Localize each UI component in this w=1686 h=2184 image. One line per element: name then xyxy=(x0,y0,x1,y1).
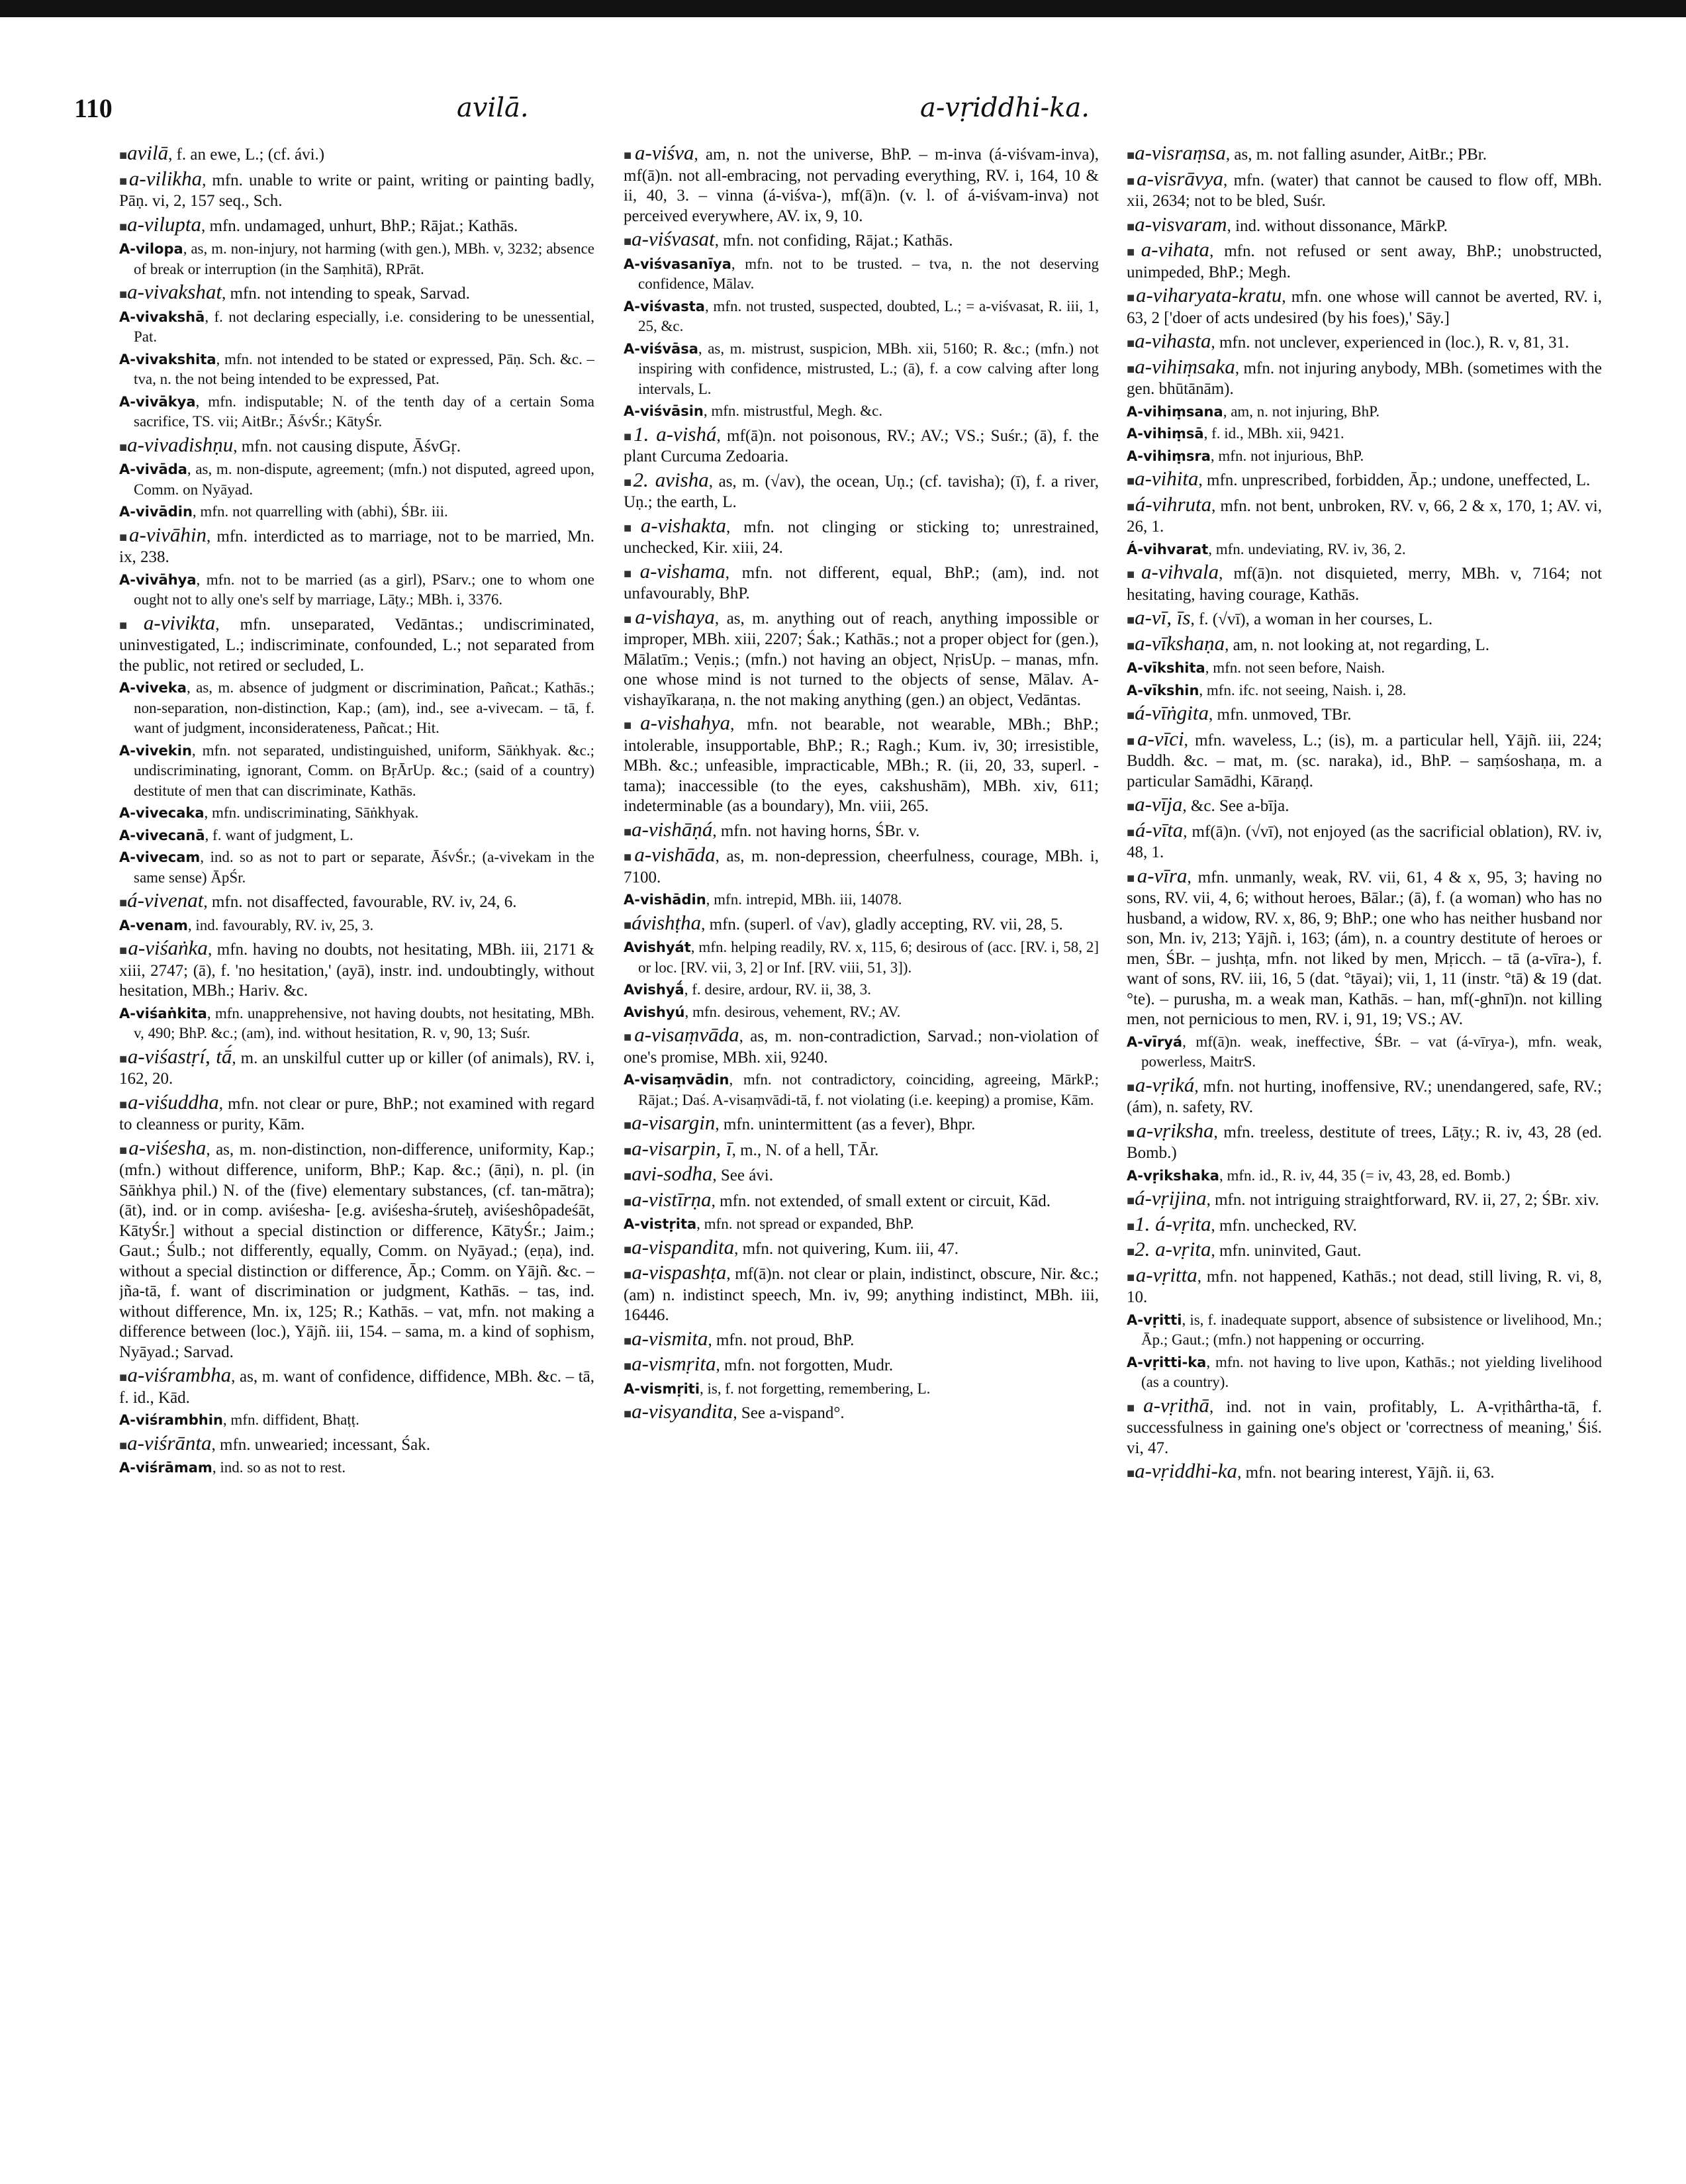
entry-headword: ■ a-vī, īs xyxy=(1127,606,1190,629)
dictionary-entry xyxy=(1127,331,1602,354)
page-number: 110 xyxy=(74,93,113,123)
dictionary-entry xyxy=(1127,166,1602,212)
entry-definition: , mfn. not bearing interest, Yājñ. ii, 63. xyxy=(1237,1464,1495,1482)
dictionary-subentry xyxy=(119,307,594,348)
dictionary-entry xyxy=(1127,240,1602,283)
dictionary-entry xyxy=(119,214,594,238)
dictionary-entry xyxy=(1127,469,1602,492)
dictionary-entry xyxy=(1127,1461,1602,1484)
entry-headword: ■ a-vilikha xyxy=(119,167,202,190)
column-3 xyxy=(1127,140,1602,2140)
entry-definition: , mfn. (water) that cannot be caused to flow off, MBh. xii, 2634; not to be bled, Suśr. xyxy=(1127,171,1602,211)
entry-headword: A-vilopa xyxy=(119,241,183,257)
dictionary-entry xyxy=(1127,143,1602,166)
entry-definition: , mfn. unchecked, RV. xyxy=(1211,1217,1356,1235)
entry-headword: ■ a-vistīrṇa xyxy=(624,1188,712,1211)
entry-definition: , ind. not in vain, profitably, L. A-vṛithârtha-tā, f. successfulness in gaining one's object or 'correctness of meaning,' Śiś. vi, 47. xyxy=(1127,1398,1602,1457)
dictionary-entry xyxy=(119,522,594,568)
left-guide-word: avilā. xyxy=(457,93,529,123)
entry-headword: A-venam xyxy=(119,917,188,933)
entry-headword: ■ a-vismita xyxy=(624,1327,708,1350)
dictionary-subentry xyxy=(624,890,1099,910)
entry-headword: A-vihiṃsra xyxy=(1127,448,1211,464)
entry-headword: ■ a-vīja xyxy=(1127,792,1182,816)
entry-headword: A-vishādin xyxy=(624,892,706,908)
entry-headword: ■ a-visrāvya xyxy=(1127,167,1223,190)
dictionary-entry xyxy=(624,1354,1099,1377)
entry-definition: , f. desire, ardour, RV. ii, 38, 3. xyxy=(684,981,871,998)
entry-definition: , m., N. of a hell, TĀr. xyxy=(732,1141,879,1159)
entry-headword: ■ a-vivikta xyxy=(119,611,215,634)
entry-definition: , mfn. unmanly, weak, RV. vii, 61, 4 & x, 95, 3; having no sons, RV. vii, 4, 6; without heroes, Bālar.; (ā), f. (a woman) who has no husband, a widow, RV. x, 86, 9; BhP.; one who has neither husband nor son, Mn. iv, 213; Yājñ. i, 163; (ám), n. a country destitute of heroes or men, ŚBr. – jushṭa, mfn. not liked by men, Mṛicch. – tā (a-vīra-), f. want of sons, RV. iii, 16, 5 (dat. °tāyai); vii, 1, 11 (instr. °tā) & 19 (dat. °te). – purusha, m. a weak man, Kathās. – han, mf(-ghnī)n. not killing men, not pernicious to men, RV. i, 91, 19; VS.; AV. xyxy=(1127,869,1602,1029)
dictionary-subentry xyxy=(119,847,594,888)
entry-definition: , mfn. not to be trusted. – tva, n. the not deserving confidence, Mālav. xyxy=(638,256,1099,293)
entry-definition: , mfn. not clear or pure, BhP.; not examined with regard to cleanness or purity, Kām. xyxy=(119,1095,594,1134)
dictionary-subentry xyxy=(1127,658,1602,679)
entry-definition: , mfn. not proud, BhP. xyxy=(708,1331,854,1349)
entry-headword: A-viśvasanīya xyxy=(624,256,731,272)
dictionary-entry xyxy=(119,282,594,305)
entry-headword: ■ a-viśastṛí, tā́ xyxy=(119,1045,232,1068)
entry-definition: , as, m. mistrust, suspicion, MBh. xii, 5160; R. &c.; (mfn.) not inspiring with confidence, mistrusted, L.; (ā), f. a cow calving after long intervals, L. xyxy=(638,340,1099,397)
dictionary-entry xyxy=(624,229,1099,252)
entry-definition: , ind. without dissonance, MārkP. xyxy=(1227,217,1448,235)
entry-definition: , mf(ā)n. weak, ineffective, ŚBr. – vat (á-vīrya-), mfn. weak, powerless, MaitrS. xyxy=(1141,1033,1602,1070)
entry-headword: ■ a-vīra xyxy=(1127,864,1187,887)
entry-definition: , mfn. diffident, Bhaṭṭ. xyxy=(223,1411,359,1428)
dictionary-entry xyxy=(1127,1262,1602,1308)
dictionary-entry xyxy=(1127,492,1602,538)
dictionary-entry xyxy=(1127,726,1602,792)
dictionary-entry xyxy=(1127,214,1602,238)
entry-definition: , mfn. not contradictory, coinciding, agreeing, MārkP.; Rājat.; Daś. A-visaṃvādi-tā, f. not violating (i.e. keeping) a promise, Kām. xyxy=(638,1071,1099,1108)
entry-headword: A-viśaṅkita xyxy=(119,1005,207,1021)
entry-definition: , as, m. non-contradiction, Sarvad.; non-violation of one's promise, MBh. xii, 9240. xyxy=(624,1027,1099,1067)
dictionary-entry xyxy=(624,1113,1099,1136)
entry-definition: , m. an unskilful cutter up or killer (of animals), RV. i, 162, 20. xyxy=(119,1049,594,1088)
entry-headword: A-vivāhya xyxy=(119,571,197,588)
dictionary-subentry xyxy=(624,1070,1099,1110)
dictionary-subentry xyxy=(624,1002,1099,1023)
dictionary-subentry xyxy=(119,239,594,279)
dictionary-entry xyxy=(624,513,1099,559)
dictionary-entry xyxy=(119,1365,594,1408)
dictionary-entry xyxy=(624,910,1099,936)
entry-definition: , mfn. not injurious, BhP. xyxy=(1211,448,1364,464)
entry-headword: ■ avilā xyxy=(119,141,168,164)
entry-headword: ■ a-vivakshat xyxy=(119,280,222,303)
entry-headword: A-vismṛiti xyxy=(624,1380,700,1397)
dictionary-entry xyxy=(624,1187,1099,1213)
entry-definition: , mfn. not unclever, experienced in (loc.), R. v, 81, 31. xyxy=(1211,334,1569,352)
dictionary-entry xyxy=(1127,1118,1602,1164)
dictionary-entry xyxy=(1127,1188,1602,1211)
entry-definition: , am, n. not looking at, not regarding, L. xyxy=(1225,636,1489,654)
dictionary-subentry xyxy=(624,1379,1099,1400)
entry-headword: A-viśvasta xyxy=(624,298,705,314)
entry-headword: ■ 1. a-vishá xyxy=(624,422,716,446)
entry-definition: , mfn. not quivering, Kum. iii, 47. xyxy=(734,1240,959,1258)
entry-definition: , mfn. undiscriminating, Sāṅkhyak. xyxy=(205,804,419,821)
entry-definition: , mfn. ifc. not seeing, Naish. i, 28. xyxy=(1199,682,1406,698)
dictionary-entry xyxy=(119,1044,594,1090)
entry-headword: Á-vihvarat xyxy=(1127,541,1209,557)
dictionary-entry xyxy=(1127,1072,1602,1118)
entry-headword: ■ a-viśvasat xyxy=(624,227,715,250)
dictionary-subentry xyxy=(119,803,594,824)
entry-headword: A-viveka xyxy=(119,680,187,696)
entry-definition: , am, n. not injuring, BhP. xyxy=(1223,403,1380,420)
entry-definition: , mfn. id., R. iv, 44, 35 (= iv, 43, 28, ed. Bomb.) xyxy=(1219,1167,1510,1184)
entry-headword: ■ a-vihita xyxy=(1127,467,1199,490)
entry-definition: , mfn. not forgotten, Mudr. xyxy=(716,1356,894,1374)
entry-headword: ■ a-vṛiká xyxy=(1127,1073,1194,1096)
entry-definition: , mfn. undeviating, RV. iv, 36, 2. xyxy=(1208,541,1405,557)
entry-headword: ■ a-visargin xyxy=(624,1111,715,1134)
entry-definition: , f. (√vī), a woman in her courses, L. xyxy=(1190,610,1432,628)
entry-definition: , mf(ā)n. (√vī), not enjoyed (as the sacrificial oblation), RV. iv, 48, 1. xyxy=(1127,823,1602,862)
entry-definition: , as, m. absence of judgment or discrimination, Pañcat.; Kathās.; non-separation, non-distinction, Kap.; (am), ind., see a-vivecam. – tā, f. want of judgment, inconsiderateness, Pañcat.; Hit. xyxy=(134,679,594,736)
dictionary-subentry xyxy=(624,254,1099,295)
dictionary-entry xyxy=(119,1092,594,1135)
right-guide-word: a-vṛiddhi-ka. xyxy=(920,93,1090,123)
dictionary-subentry xyxy=(119,350,594,390)
dictionary-subentry xyxy=(624,937,1099,978)
dictionary-subentry xyxy=(1127,424,1602,444)
entry-definition: , mfn. not different, equal, BhP.; (am), ind. not unfavourably, BhP. xyxy=(624,564,1099,603)
entry-definition: , mfn. uninvited, Gaut. xyxy=(1211,1242,1361,1260)
entry-definition: , am, n. not the universe, BhP. – m-inva (á-viśvam-inva), mf(ā)n. not all-embracing, not pervading everything, RV. i, 164, 10 & ii, 40, 3. – vinna (á-viśva-), mf(ā)n. (v. l. of á-viśvam-inva) not perceived everywhere, AV. ix, 9, 10. xyxy=(624,146,1099,225)
entry-headword: A-vistṛita xyxy=(624,1216,697,1232)
column-1 xyxy=(119,140,594,2140)
dictionary-entry xyxy=(624,424,1099,467)
entry-definition: , mfn. not extended, of small extent or circuit, Kād. xyxy=(712,1192,1051,1210)
entry-definition: , f. want of judgment, L. xyxy=(205,827,353,843)
entry-definition: , mfn. not intended to be stated or expressed, Pāṇ. Sch. &c. – tva, n. the not being intended to be expressed, Pat. xyxy=(134,351,594,388)
dictionary-entry xyxy=(119,1433,594,1456)
entry-definition: , mfn. helping readily, RV. x, 115, 6; desirous of (acc. [RV. i, 58, 2] or loc. [RV. vii, 3, 2] or Inf. [RV. viii, 51, 3]). xyxy=(638,939,1099,976)
dictionary-subentry xyxy=(119,570,594,610)
entry-definition: , mfn. unable to write or paint, writing or painting badly, Pāṇ. vi, 2, 157 seq., Sch. xyxy=(119,171,594,211)
entry-definition: , as, m. want of confidence, diffidence, MBh. &c. – tā, f. id., Kād. xyxy=(119,1368,594,1407)
entry-definition: , mfn. not bearable, not wearable, MBh.; BhP.; intolerable, insupportable, BhP.; R.; Ragh.; Kum. iv, 30; irresistible, MBh. &c.; unfeasible, impracticable, MBh.; R. (ii, 20, 33, superl. -tama); inaccessible (to the eyes, cakshushām), MBh. xiv, 611; indeterminable (as a boundary), Mn. viii, 265. xyxy=(624,716,1099,815)
dictionary-entry xyxy=(1127,631,1602,657)
entry-headword: A-vivakshā xyxy=(119,309,205,325)
dictionary-subentry xyxy=(119,1410,594,1431)
entry-headword: ■ ávishṭha xyxy=(624,911,701,934)
entry-definition: , as, m. non-dispute, agreement; (mfn.) not disputed, agreed upon, Comm. on Nyāyad. xyxy=(134,461,594,498)
dictionary-subentry xyxy=(1127,1032,1602,1072)
dictionary-entry xyxy=(624,143,1099,226)
entry-headword: ■ a-visvaram xyxy=(1127,213,1227,236)
entry-definition: , mfn. indisputable; N. of the tenth day of a certain Soma sacrifice, TS. vii; AitBr.; ĀśvŚr.; KātyŚr. xyxy=(134,393,594,430)
entry-headword: ■ á-vivenat xyxy=(119,888,203,912)
dictionary-entry xyxy=(119,938,594,1002)
entry-definition: , as, m. anything out of reach, anything impossible or improper, MBh. xiii, 2207; Śak.; Kathās.; not a proper object for (gen.), Mālatīm.; Veṇis.; (mfn.) not having an object, NṛisUp. – manas, mfn. one whose mind is not turned to the objects of sense, Mālav. A-vishayīkaraṇa, n. the not making anything (gen.) an object, Vedāntas. xyxy=(624,610,1099,709)
entry-definition: , mfn. intrepid, MBh. iii, 14078. xyxy=(706,891,902,908)
dictionary-entry xyxy=(624,467,1099,513)
entry-headword: ■ a-vṛiksha xyxy=(1127,1119,1214,1142)
entry-definition: , mfn. unprescribed, forbidden, Āp.; undone, uneffected, L. xyxy=(1199,471,1591,489)
entry-definition: , mfn. desirous, vehement, RV.; AV. xyxy=(684,1004,900,1020)
entry-headword: ■ a-vishaya xyxy=(624,605,715,628)
entry-definition: , mfn. unwearied; incessant, Śak. xyxy=(212,1436,430,1454)
entry-headword: A-viśrambhin xyxy=(119,1412,223,1428)
entry-headword: ■ a-vishāda xyxy=(624,843,716,866)
entry-definition: , mfn. not seen before, Naish. xyxy=(1205,659,1385,676)
dictionary-entry xyxy=(624,1326,1099,1352)
dictionary-entry xyxy=(119,432,594,458)
entry-definition: , mfn. unintermittent (as a fever), Bhpr. xyxy=(715,1116,975,1133)
entry-headword: ■ 2. a-vṛita xyxy=(1127,1237,1211,1260)
dictionary-subentry xyxy=(119,1004,594,1044)
dictionary-entry xyxy=(1127,1393,1602,1459)
dictionary-entry xyxy=(1127,820,1602,863)
entry-headword: ■ a-visraṃsa xyxy=(1127,141,1226,164)
dictionary-subentry xyxy=(624,401,1099,422)
dictionary-subentry xyxy=(1127,1353,1602,1393)
dictionary-entry xyxy=(624,1401,1099,1425)
dictionary-entry xyxy=(1127,1239,1602,1262)
entry-definition: , mfn. not separated, undistinguished, uniform, Sāṅkhyak. &c.; undiscriminating, ignorant, Comm. on BṛĀrUp. &c.; (said of a country) destitute of men that can discriminate, Kathās. xyxy=(134,742,594,799)
entry-definition: , as, m. (√av), the ocean, Uṇ.; (cf. tavisha); (ī), f. a river, Uṇ.; the earth, L. xyxy=(624,473,1099,512)
entry-headword: ■ á-vīta xyxy=(1127,818,1183,841)
entry-definition: , mfn. not disaffected, favourable, RV. iv, 24, 6. xyxy=(203,893,516,911)
entry-definition: , mfn. not quarrelling with (abhi), ŚBr. iii. xyxy=(193,503,448,520)
dictionary-subentry xyxy=(119,502,594,522)
entry-headword: ■ á-vīṅgita xyxy=(1127,701,1209,724)
dictionary-subentry xyxy=(119,459,594,500)
entry-headword: ■ a-vishakta xyxy=(624,514,726,537)
entry-definition: , is, f. inadequate support, absence of subsistence or livelihood, Mn.; Āp.; Gaut.; (mfn.) not happening or occurring. xyxy=(1141,1311,1602,1349)
entry-definition: , mfn. undamaged, unhurt, BhP.; Rājat.; Kathās. xyxy=(201,217,518,235)
entry-definition: , mfn. not spread or expanded, BhP. xyxy=(696,1215,913,1232)
entry-definition: , as, m. non-injury, not harming (with gen.), MBh. v, 3232; absence of break or interruption (in the Saṃhitā), RPrāt. xyxy=(134,240,594,277)
dictionary-entry xyxy=(624,1136,1099,1162)
entry-headword: ■ a-viśrambha xyxy=(119,1363,231,1386)
dictionary-entry xyxy=(624,1237,1099,1260)
entry-definition: , mfn. treeless, destitute of trees, Lāṭy.; R. iv, 43, 28 (ed. Bomb.) xyxy=(1127,1123,1602,1163)
entry-definition: , mfn. not bent, unbroken, RV. v, 66, 2 & x, 170, 1; AV. vi, 26, 1. xyxy=(1127,497,1602,536)
entry-headword: ■ a-vihasta xyxy=(1127,329,1211,352)
entry-headword: A-vivecam xyxy=(119,849,201,865)
entry-definition: , mfn. not to be married (as a girl), PSarv.; one to whom one ought not to ally one's self by marriage, Lāṭy.; MBh. i, 3376. xyxy=(134,571,594,608)
entry-definition: , mfn. one whose will cannot be averted, RV. i, 63, 2 ['doer of acts undesired (by his foes),' Sāy.] xyxy=(1127,288,1602,327)
dictionary-subentry xyxy=(1127,446,1602,467)
dictionary-subentry xyxy=(624,339,1099,400)
entry-headword: A-vīryá xyxy=(1127,1033,1183,1050)
entry-headword: A-vṛitti xyxy=(1127,1311,1182,1328)
entry-definition: , mfn. not having horns, ŚBr. v. xyxy=(712,822,919,840)
dictionary-entry xyxy=(624,713,1099,817)
entry-definition: , ind. so as not to rest. xyxy=(212,1459,346,1476)
entry-headword: ■ avi-sodha xyxy=(624,1162,712,1185)
entry-headword: ■ á-vihruta xyxy=(1127,493,1211,516)
dictionary-entry xyxy=(624,1025,1099,1068)
entry-headword: A-vīkshin xyxy=(1127,682,1199,698)
dictionary-entry xyxy=(1127,794,1602,818)
entry-headword: A-visaṃvādin xyxy=(624,1072,729,1088)
dictionary-entry xyxy=(1127,285,1602,328)
entry-definition: , is, f. not forgetting, remembering, L. xyxy=(700,1380,930,1397)
dictionary-entry xyxy=(624,604,1099,711)
dictionary-entry xyxy=(1127,562,1602,605)
entry-definition: , mfn. unmoved, TBr. xyxy=(1209,706,1352,724)
entry-headword: ■ a-vishahya xyxy=(624,711,730,734)
entry-headword: ■ a-vivāhin xyxy=(119,523,207,546)
entry-definition: , &c. See a-bīja. xyxy=(1182,797,1289,815)
entry-headword: ■ a-vilupta xyxy=(119,213,201,236)
entry-headword: A-viśvāsa xyxy=(624,340,698,357)
entry-definition: , as, m. not falling asunder, AitBr.; PBr. xyxy=(1226,146,1487,164)
dictionary-entry xyxy=(624,817,1099,843)
entry-headword: ■ a-vīkshaṇa xyxy=(1127,632,1225,655)
entry-headword: ■ a-visyandita xyxy=(624,1400,733,1423)
entry-headword: ■ a-vṛitta xyxy=(1127,1263,1197,1286)
dictionary-entry xyxy=(119,890,594,914)
entry-headword: ■ a-vihvala xyxy=(1127,560,1219,583)
entry-headword: A-vihiṃsā xyxy=(1127,426,1204,442)
entry-headword: ■ a-vishama xyxy=(624,559,726,583)
entry-definition: , as, m. non-distinction, non-difference, uniformity, Kap.; (mfn.) without difference, uniform, BhP.; Kap. &c.; (āṇi), n. pl. (in Sāṅkhya phil.) N. of the (five) elementary substances, (cf. tan-mātra); (āt), ind. or in comp. aviśesha- [e.g. aviśesha-śruteḥ, aviśeshôpadeśāt, KātyŚr.] without a special distinction or difference, KātyŚr.; Jaim.; Gaut.; Śulb.; not differently, equally, Comm. on Nyāyad.; (eṇa), ind. without a special distinction or difference, Āp.; Comm. on Yājñ. &c. – jña-tā, f. want of discrimination or judgment, Kathās. – tas, ind. without difference, Mn. ix, 125; R.; Kathās. – vat, mfn. not making a difference between (loc.), Yājñ. iii, 154. – sama, m. a kind of sophism, Nyāyad.; Sarvad. xyxy=(119,1141,594,1361)
entry-headword: ■ a-visaṃvāda xyxy=(624,1023,739,1046)
entry-definition: , mfn. not injuring anybody, MBh. (sometimes with the gen. bhūtānām). xyxy=(1127,359,1602,399)
dictionary-subentry xyxy=(119,741,594,802)
entry-definition: , mfn. not having to live upon, Kathās.; not yielding livelihood (as a country). xyxy=(1141,1354,1602,1391)
entry-headword: A-viśvāsin xyxy=(624,403,704,419)
entry-definition: , mfn. not hurting, inoffensive, RV.; unendangered, safe, RV.; (ám), n. safety, RV. xyxy=(1127,1078,1602,1117)
entry-headword: ■ a-viśrānta xyxy=(119,1431,212,1454)
dictionary-subentry xyxy=(624,297,1099,337)
entry-headword: ■ a-viśuddha xyxy=(119,1090,219,1114)
dictionary-subentry xyxy=(1127,681,1602,701)
entry-definition: , mfn. not intriguing straightforward, RV. ii, 27, 2; ŚBr. xiv. xyxy=(1207,1191,1599,1209)
entry-definition: , mfn. not causing dispute, ĀśvGṛ. xyxy=(233,438,461,455)
entry-headword: ■ a-vispandita xyxy=(624,1235,734,1258)
dictionary-entry xyxy=(1127,863,1602,1030)
dictionary-entry xyxy=(1127,354,1602,400)
entry-definition: , ind. so as not to part or separate, ĀśvŚr.; (a-vivekam in the same sense) ĀpŚr. xyxy=(134,849,594,886)
dictionary-subentry xyxy=(1127,1166,1602,1186)
dictionary-entry xyxy=(1127,703,1602,726)
entry-definition: , as, m. non-depression, cheerfulness, courage, MBh. i, 7100. xyxy=(624,847,1099,886)
entry-definition: , mfn. unseparated, Vedāntas.; undiscriminated, uninvestigated, L.; indiscriminate, confounded, L.; not separated from the public, not retired or secluded, L. xyxy=(119,616,594,675)
entry-headword: Avishyát xyxy=(624,939,691,955)
entry-definition: , mfn. not happened, Kathās.; not dead, still living, R. vi, 8, 10. xyxy=(1127,1268,1602,1307)
entry-headword: A-vihiṃsana xyxy=(1127,403,1223,420)
entry-headword: ■ a-vivadishṇu xyxy=(119,433,233,456)
entry-headword: A-vivekin xyxy=(119,742,192,759)
dictionary-subentry xyxy=(1127,540,1602,560)
entry-definition: , mfn. not intending to speak, Sarvad. xyxy=(222,285,470,303)
entry-definition: , mfn. unapprehensive, not having doubts, not hesitating, MBh. v, 490; BhP. &c.; (am), ind. without hesitation, R. v, 90, 13; Suśr. xyxy=(134,1005,594,1042)
entry-headword: A-vivādin xyxy=(119,504,193,520)
entry-definition: , mfn. waveless, L.; (is), m. a particular hell, Yājñ. iii, 224; Buddh. &c. – mat, m. (sc. naraka), id., BhP. – saṃśoshaṇa, m. a particular Samādhi, Kāraṇḍ. xyxy=(1127,732,1602,790)
entry-headword: A-vṛikshaka xyxy=(1127,1167,1219,1184)
dictionary-entry xyxy=(119,610,594,677)
entry-definition: , mf(ā)n. not poisonous, RV.; AV.; VS.; Suśr.; (ā), f. the plant Curcuma Zedoaria. xyxy=(624,427,1099,466)
dictionary-entry xyxy=(624,561,1099,604)
entry-headword: A-vīkshita xyxy=(1127,660,1205,676)
entry-headword: A-vṛitti-ka xyxy=(1127,1354,1207,1370)
dictionary-subentry xyxy=(624,980,1099,1000)
entry-definition: , f. an ewe, L.; (cf. ávi.) xyxy=(168,146,324,164)
entry-headword: A-vivecanā xyxy=(119,827,205,843)
entry-definition: , f. not declaring especially, i.e. considering to be unessential, Pat. xyxy=(134,309,594,346)
entry-headword: ■ a-viśva xyxy=(624,141,694,164)
dictionary-entry xyxy=(119,143,594,166)
dictionary-subentry xyxy=(119,826,594,846)
scan-top-border xyxy=(0,0,1686,17)
entry-headword: ■ a-vismṛita xyxy=(624,1352,716,1375)
dictionary-subentry xyxy=(119,392,594,432)
entry-headword: A-vivāda xyxy=(119,461,187,477)
entry-definition: , ind. favourably, RV. iv, 25, 3. xyxy=(188,917,373,933)
entry-headword: ■ a-viśesha xyxy=(119,1136,206,1159)
entry-headword: ■ a-vihata xyxy=(1127,238,1209,261)
entry-definition: , mf(ā)n. not disquieted, merry, MBh. v, 7164; not hesitating, having courage, Kathās. xyxy=(1127,565,1602,604)
entry-headword: ■ a-visarpin, ī xyxy=(624,1137,732,1160)
dictionary-entry xyxy=(624,1262,1099,1326)
entry-definition: , mfn. not refused or sent away, BhP.; unobstructed, unimpeded, BhP.; Megh. xyxy=(1127,242,1602,281)
entry-definition: , mfn. having no doubts, not hesitating, MBh. iii, 2171 & xiii, 2747; (ā), f. 'no hesitation,' (ayā), instr. ind. undoubtingly, without hesitation, MBh.; Hariv. &c. xyxy=(119,941,594,1000)
dictionary-entry xyxy=(1127,608,1602,631)
entry-headword: A-vivākya xyxy=(119,393,196,410)
dictionary-entry xyxy=(119,1135,594,1363)
entry-definition: , mfn. not clinging or sticking to; unrestrained, unchecked, Kir. xiii, 24. xyxy=(624,518,1099,557)
dictionary-entry xyxy=(119,166,594,212)
dictionary-entry xyxy=(624,845,1099,888)
entry-headword: ■ a-vīci xyxy=(1127,727,1184,750)
entry-definition: , mfn. interdicted as to marriage, not to be married, Mn. ix, 238. xyxy=(119,528,594,567)
dictionary-entry xyxy=(624,1164,1099,1187)
page-header xyxy=(74,93,1616,132)
entry-headword: ■ a-vishāṇá xyxy=(624,818,712,841)
dictionary-subentry xyxy=(119,1458,594,1478)
dictionary-subentry xyxy=(624,1214,1099,1235)
dictionary-subentry xyxy=(1127,402,1602,422)
entry-headword: A-vivecaka xyxy=(119,805,205,821)
entry-headword: ■ a-vṛiddhi-ka xyxy=(1127,1459,1237,1482)
entry-headword: ■ a-viśaṅka xyxy=(119,936,208,959)
entry-headword: ■ a-vispashṭa xyxy=(624,1260,726,1284)
entry-definition: , mf(ā)n. not clear or plain, indistinct, obscure, Nir. &c.; (am) n. indistinct speech, Mn. iv, 99; anything indistinct, MBh. iii, 16446. xyxy=(624,1265,1099,1324)
entry-definition: , f. id., MBh. xii, 9421. xyxy=(1204,425,1344,442)
entry-headword: Avishyā́ xyxy=(624,982,684,998)
entry-headword: ■ a-vihiṃsaka xyxy=(1127,355,1235,378)
entry-headword: ■ a-viharyata-kratu xyxy=(1127,283,1282,307)
entry-definition: , mfn. (superl. of √av), gladly accepting, RV. vii, 28, 5. xyxy=(701,916,1063,933)
entry-definition: , mfn. not trusted, suspected, doubted, L.; = a-viśvasat, R. iii, 1, 25, &c. xyxy=(638,298,1099,335)
dictionary-subentry xyxy=(119,678,594,739)
entry-definition: , See a-vispand°. xyxy=(733,1404,844,1422)
dictionary-subentry xyxy=(119,916,594,936)
entry-headword: ■ á-vṛijina xyxy=(1127,1186,1207,1210)
entry-headword: ■ a-vṛithā xyxy=(1127,1394,1209,1417)
entry-headword: A-vivakshita xyxy=(119,351,216,367)
entry-definition: , See ávi. xyxy=(712,1166,773,1184)
dictionary-subentry xyxy=(1127,1310,1602,1351)
entry-headword: ■ 1. á-vṛita xyxy=(1127,1212,1211,1235)
entry-headword: ■ 2. avisha xyxy=(624,468,709,491)
entry-headword: A-viśrāmam xyxy=(119,1460,212,1476)
column-2 xyxy=(624,140,1099,2140)
entry-definition: , mfn. mistrustful, Megh. &c. xyxy=(704,403,882,419)
entry-definition: , mfn. not confiding, Rājat.; Kathās. xyxy=(715,232,953,250)
dictionary-entry xyxy=(1127,1211,1602,1237)
entry-headword: Avishyú xyxy=(624,1004,685,1020)
